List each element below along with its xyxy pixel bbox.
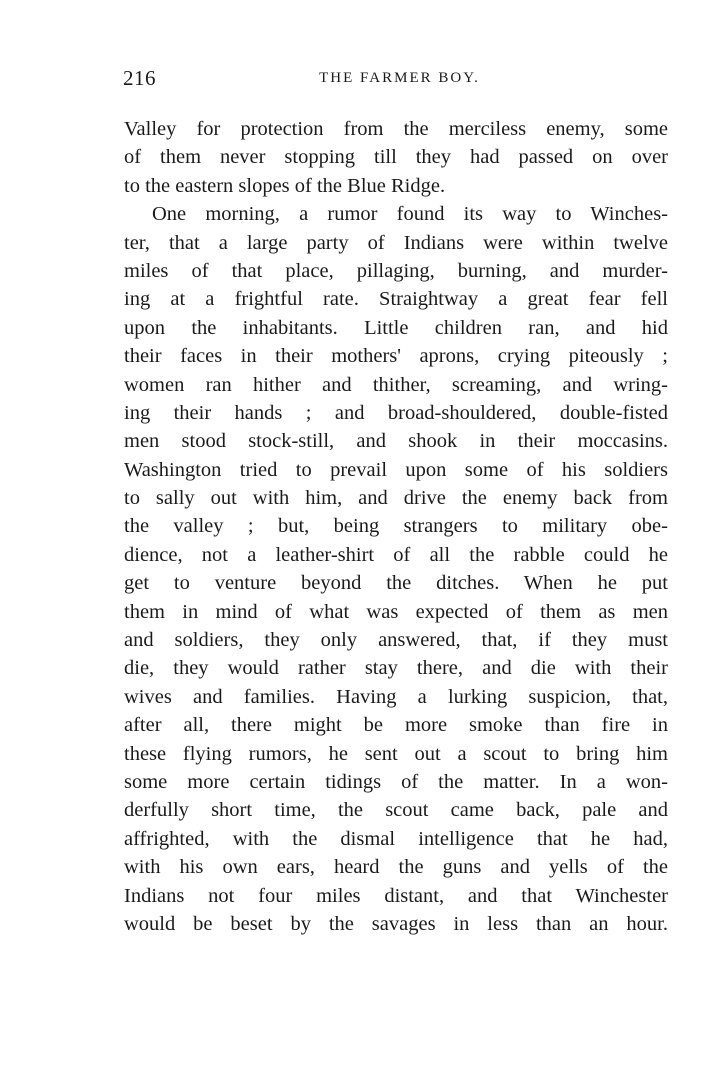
text-line: would be beset by the savages in less than an hour. [124, 912, 668, 935]
text-line: these flying rumors, he sent out a scout to bring him [124, 742, 668, 765]
text-line: with his own ears, heard the guns and yells of the [124, 856, 668, 879]
text-line: them in mind of what was expected of them as men [124, 600, 668, 623]
text-line: dience, not a leather-shirt of all the rabble could he [124, 543, 668, 566]
running-title: THE FARMER BOY. [319, 70, 480, 86]
text-line: ing their hands ; and broad-shouldered, double-fisted [124, 401, 668, 424]
page-number: 216 [123, 66, 156, 90]
text-line: die, they would rather stay there, and die with their [124, 657, 668, 680]
text-line: to sally out with him, and drive the enemy back from [124, 487, 668, 510]
text-line: derfully short time, the scout came back, pale and [124, 799, 668, 822]
text-line: ter, that a large party of Indians were within twelve [124, 231, 668, 254]
text-line: Washington tried to prevail upon some of his soldiers [124, 458, 668, 481]
text-line: of them never stopping till they had passed on over [124, 146, 668, 169]
text-line: their faces in their mothers' aprons, crying piteously ; [124, 345, 668, 368]
text-line: the valley ; but, being strangers to military obe- [124, 515, 668, 538]
text-line: to the eastern slopes of the Blue Ridge. [124, 174, 446, 197]
text-line: get to venture beyond the ditches. When he put [124, 572, 668, 595]
page-header [123, 66, 668, 100]
text-line: wives and families. Having a lurking suspicion, that, [124, 685, 668, 708]
text-line: some more certain tidings of the matter. In a won- [124, 770, 668, 793]
text-line: ing at a frightful rate. Straightway a great fear fell [124, 288, 668, 311]
text-line: men stood stock-still, and shook in their moccasins. [124, 430, 668, 453]
text-line: Indians not four miles distant, and that Winchester [124, 884, 668, 907]
text-line: One morning, a rumor found its way to Winches- [152, 203, 668, 226]
text-line: and soldiers, they only answered, that, if they must [124, 629, 668, 652]
text-line: women ran hither and thither, screaming, and wring- [124, 373, 668, 396]
text-line: after all, there might be more smoke than fire in [124, 714, 668, 737]
text-line: upon the inhabitants. Little children ran, and hid [124, 316, 668, 339]
text-line: miles of that place, pillaging, burning, and murder- [124, 259, 668, 282]
text-line: affrighted, with the dismal intelligence that he had, [124, 827, 668, 850]
body-text [124, 115, 668, 938]
text-line: Valley for protection from the merciless enemy, some [124, 118, 668, 140]
